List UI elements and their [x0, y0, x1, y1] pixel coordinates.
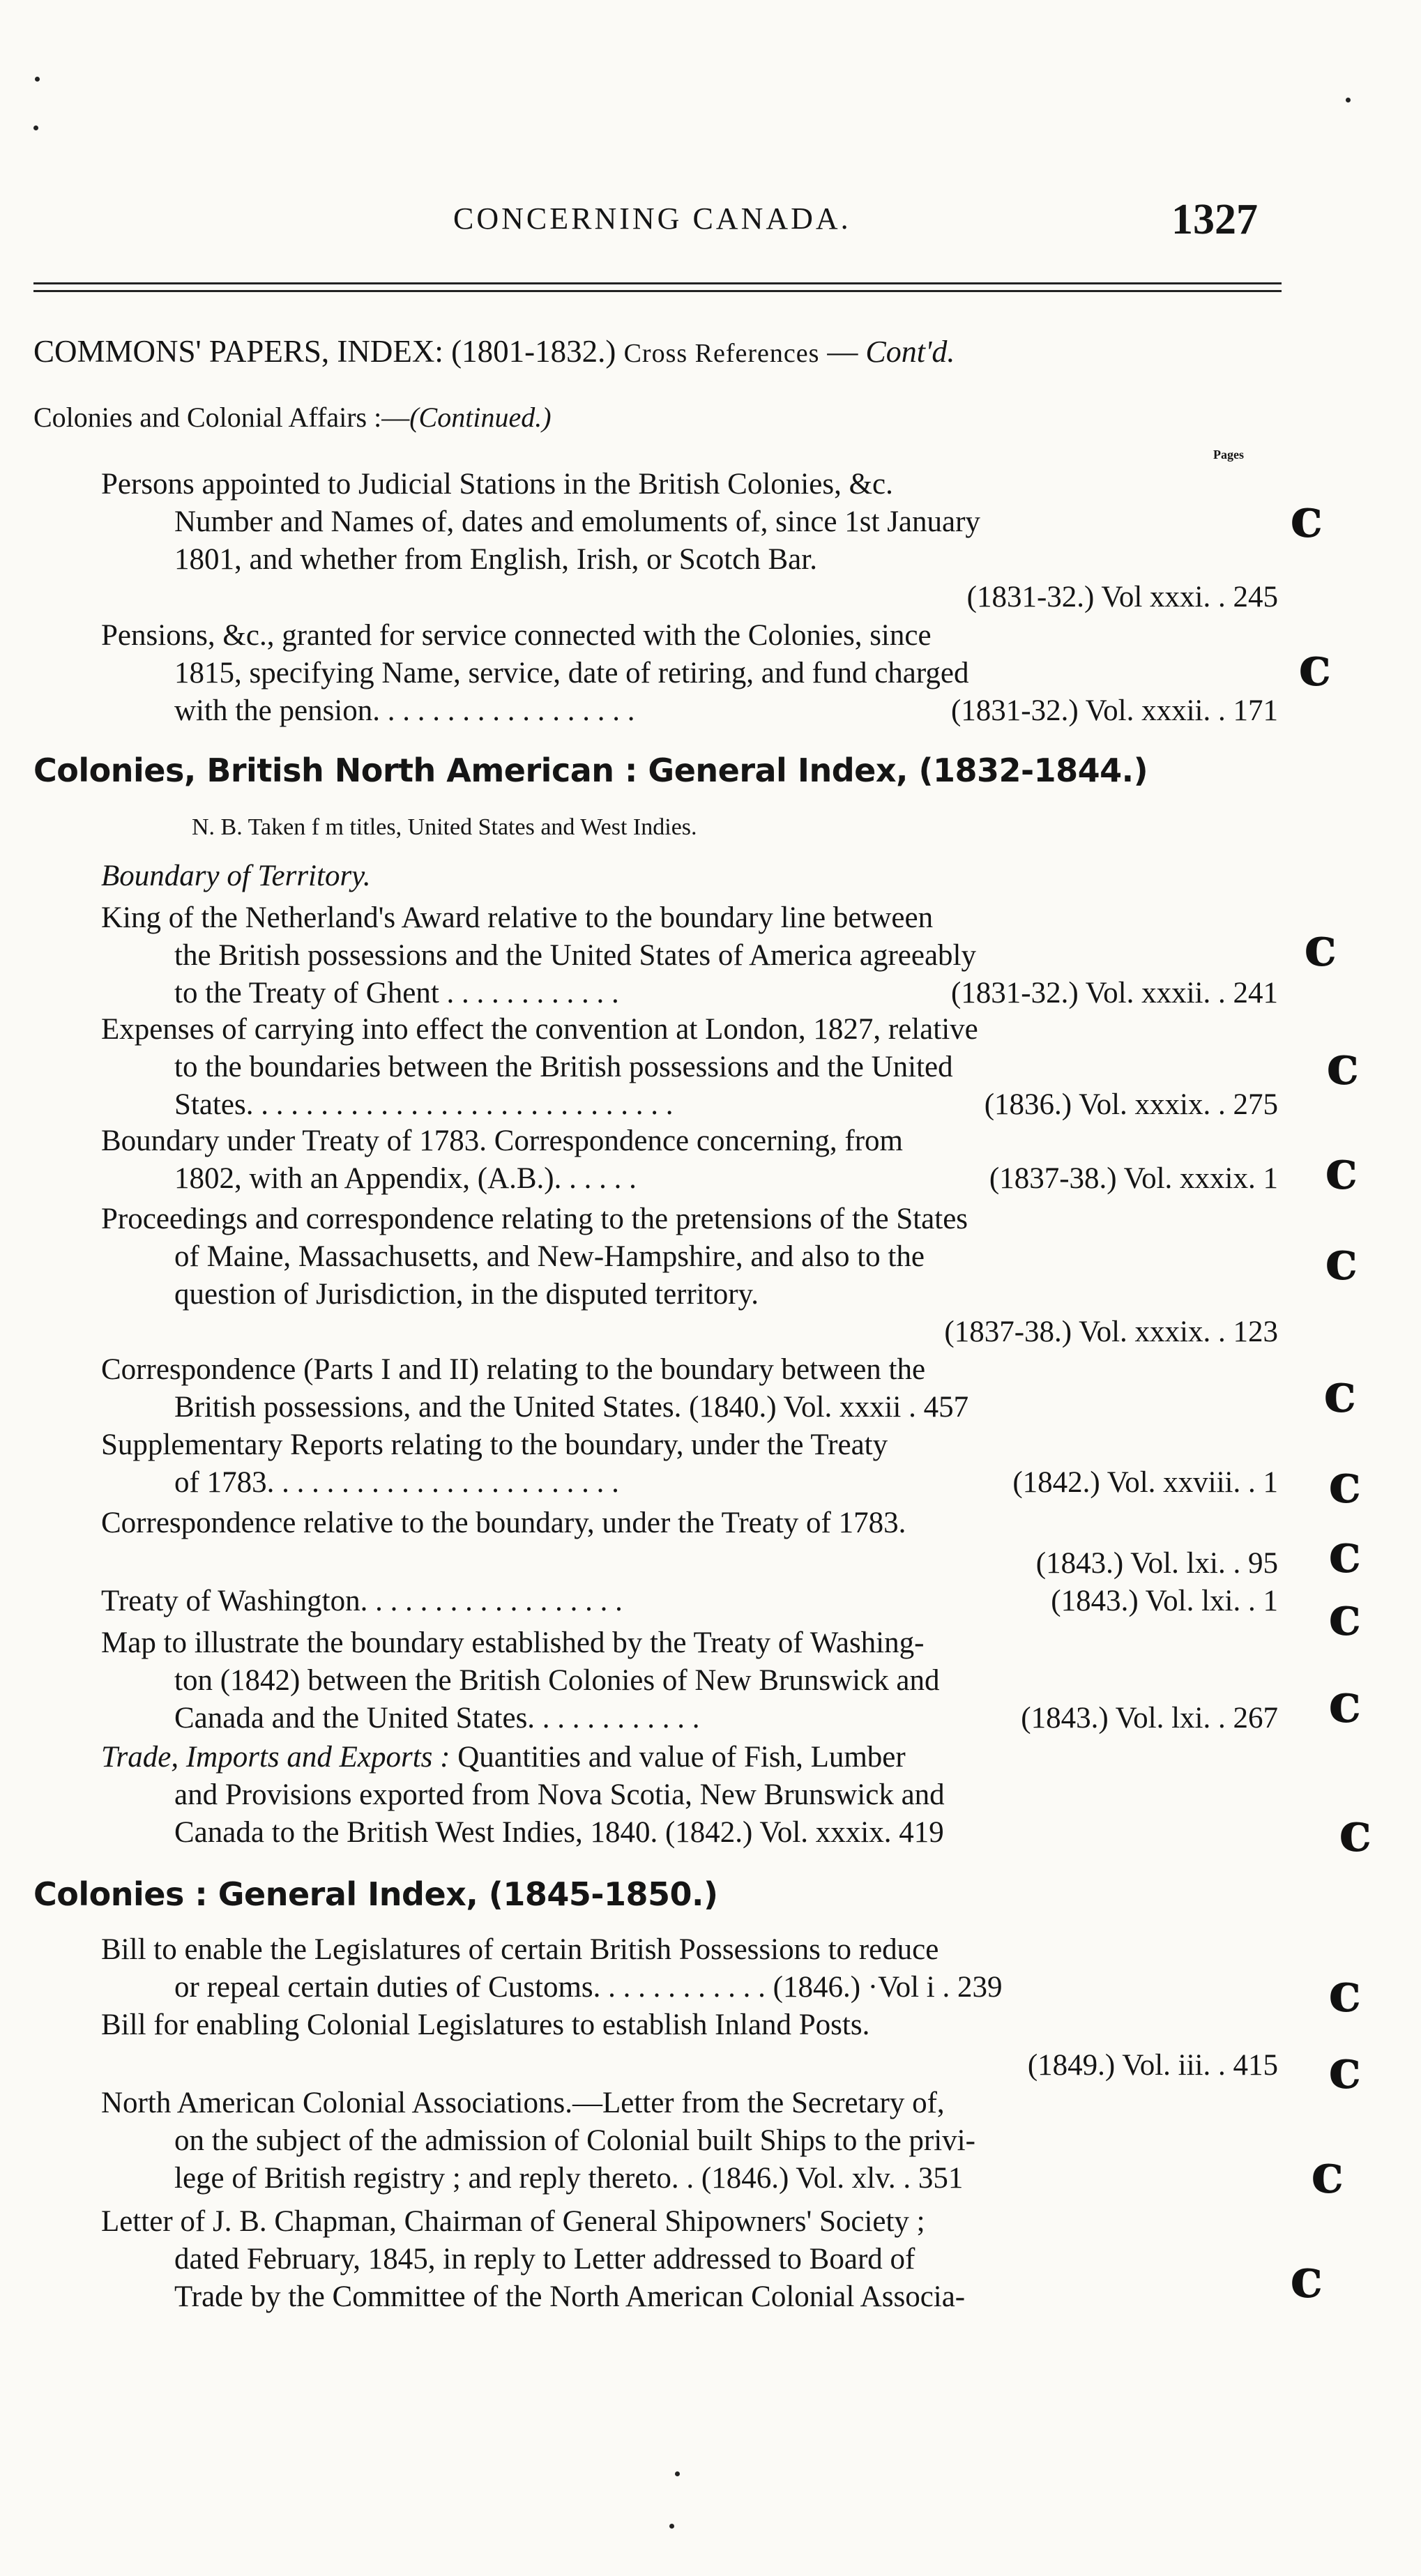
- entry-line: to the Treaty of Ghent . . . . . . . . . . . .: [174, 977, 619, 1009]
- index-header-contd: Cont'd.: [865, 335, 955, 369]
- entry-line-text: Quantities and value of Fish, Lumber: [450, 1741, 906, 1774]
- margin-check-mark: c: [1328, 1522, 1362, 1585]
- entry-line: Expenses of carrying into effect the convention at London, 1827, relative: [101, 1013, 978, 1046]
- margin-check-mark: c: [1339, 1801, 1372, 1864]
- section-note: N. B. Taken f m titles, United States and West Indies.: [192, 814, 697, 840]
- entry-reference: (1843.) Vol. lxi. . 95: [1035, 1547, 1278, 1580]
- section-label: Colonies and Colonial Affairs :—: [33, 402, 410, 433]
- entry-line: Boundary under Treaty of 1783. Correspondence concerning, from: [101, 1125, 903, 1157]
- header-rule-top: [33, 282, 1282, 284]
- margin-check-mark: c: [1328, 1961, 1362, 2025]
- index-header-years: (1801-1832.): [443, 334, 624, 369]
- index-header-cross: Cross References: [623, 339, 820, 368]
- entry-line: to the boundaries between the British possessions and the United: [174, 1051, 953, 1083]
- entry-line: Correspondence relative to the boundary, under the Treaty of 1783.: [101, 1507, 906, 1539]
- margin-check-mark: c: [1311, 2142, 1344, 2206]
- section-heading-general: Colonies : General Index, (1845-1850.): [33, 1875, 718, 1913]
- header-rule-bottom: [33, 290, 1282, 292]
- entry-line: Letter of J. B. Chapman, Chairman of General Shipowners' Society ;: [101, 2205, 925, 2238]
- margin-check-mark: c: [1325, 1138, 1358, 1202]
- entry-line: North American Colonial Associations.—Letter from the Secretary of,: [101, 2087, 945, 2119]
- entry-reference: (1843.) Vol. lxi. . 1: [1051, 1585, 1278, 1617]
- entry-line: Trade by the Committee of the North American Colonial Associa-: [174, 2280, 966, 2313]
- entry-line: 1802, with an Appendix, (A.B.). . . . . .: [174, 1162, 637, 1195]
- entry-line: [101, 1739, 906, 1776]
- entry-line: on the subject of the admission of Colonial built Ships to the privi-: [174, 2124, 975, 2157]
- entry-line: Canada and the United States. . . . . . . . . . . .: [174, 1702, 700, 1735]
- entry-line: Persons appointed to Judicial Stations in the British Colonies, &c.: [101, 468, 893, 501]
- entry-line: 1815, specifying Name, service, date of retiring, and fund charged: [174, 657, 969, 689]
- running-title: CONCERNING CANADA.: [453, 201, 851, 236]
- section-heading-bna: Colonies, British North American : General Index, (1832-1844.): [33, 752, 1148, 789]
- margin-check-mark: c: [1328, 1585, 1362, 1648]
- speck: [1346, 98, 1351, 102]
- entry-line: question of Jurisdiction, in the disputed territory.: [174, 1278, 759, 1311]
- page-number: 1327: [1171, 196, 1258, 243]
- index-header: [33, 333, 1282, 369]
- entry-line: Number and Names of, dates and emoluments of, since 1st January: [174, 505, 980, 538]
- section-continued-note: (Continued.): [409, 402, 552, 433]
- pages-column-label: Pages: [1213, 448, 1244, 462]
- margin-check-mark: c: [1328, 2038, 1362, 2101]
- entry-line: lege of British registry ; and reply thereto. . (1846.) Vol. xlv. . 351: [174, 2162, 964, 2195]
- subheading-boundary: Boundary of Territory.: [101, 860, 371, 892]
- entry-line: Proceedings and correspondence relating to the pretensions of the States: [101, 1203, 968, 1235]
- entry-reference: (1836.) Vol. xxxix. . 275: [984, 1088, 1278, 1121]
- entry-line: of Maine, Massachusetts, and New-Hampshire, and also to the: [174, 1240, 925, 1273]
- entry-line: Map to illustrate the boundary established by the Treaty of Washing-: [101, 1626, 925, 1659]
- entry-reference: (1831-32.) Vol xxxi. . 245: [966, 581, 1278, 613]
- entry-line: ton (1842) between the British Colonies of New Brunswick and: [174, 1664, 940, 1697]
- entry-line: Correspondence (Parts I and II) relating to the boundary between the: [101, 1353, 926, 1386]
- entry-line: Bill for enabling Colonial Legislatures to establish Inland Posts.: [101, 2009, 870, 2041]
- entry-reference: (1837-38.) Vol. xxxix. . 123: [944, 1316, 1278, 1348]
- margin-check-mark: c: [1328, 1672, 1362, 1735]
- entry-reference: (1837-38.) Vol. xxxix. 1: [989, 1162, 1278, 1195]
- margin-check-mark: c: [1304, 915, 1337, 979]
- entry-line: Supplementary Reports relating to the boundary, under the Treaty: [101, 1428, 888, 1461]
- margin-check-mark: c: [1298, 635, 1332, 699]
- entry-line: British possessions, and the United States. (1840.) Vol. xxxii . 457: [174, 1391, 969, 1424]
- entry-reference: (1849.) Vol. iii. . 415: [1027, 2049, 1278, 2082]
- entry-line: States. . . . . . . . . . . . . . . . . . . . . . . . . . . . .: [174, 1088, 674, 1121]
- entry-reference: (1831-32.) Vol. xxxii. . 241: [950, 977, 1278, 1009]
- entry-line: King of the Netherland's Award relative to the boundary line between: [101, 901, 934, 934]
- entry-line: Bill to enable the Legislatures of certain British Possessions to reduce: [101, 1933, 939, 1966]
- entry-line: Treaty of Washington. . . . . . . . . . . . . . . . . .: [101, 1585, 623, 1617]
- entry-line: 1801, and whether from English, Irish, or Scotch Bar.: [174, 543, 817, 576]
- entry-line: the British possessions and the United States of America agreeably: [174, 939, 976, 972]
- speck: [35, 77, 40, 82]
- margin-check-mark: c: [1328, 1452, 1362, 1516]
- entry-line: dated February, 1845, in reply to Letter addressed to Board of: [174, 2243, 915, 2276]
- entry-line: Pensions, &c., granted for service connected with the Colonies, since: [101, 619, 932, 652]
- margin-check-mark: c: [1326, 1034, 1360, 1097]
- entry-line: or repeal certain duties of Customs. . . . . . . . . . . . (1846.) ·Vol i . 239: [174, 1971, 1003, 2004]
- margin-check-mark: c: [1323, 1362, 1357, 1425]
- entry-reference: (1842.) Vol. xxviii. . 1: [1012, 1466, 1278, 1499]
- entry-reference: (1843.) Vol. lxi. . 267: [1021, 1702, 1278, 1735]
- index-header-main: COMMONS' PAPERS, INDEX:: [33, 334, 443, 369]
- entry-line: and Provisions exported from Nova Scotia, New Brunswick and: [174, 1778, 945, 1811]
- entry-line: of 1783. . . . . . . . . . . . . . . . . . . . . . . .: [174, 1466, 619, 1499]
- speck: [33, 125, 38, 130]
- speck: [675, 2471, 680, 2476]
- running-head: [0, 195, 1421, 251]
- speck: [669, 2524, 674, 2529]
- section-continued: [33, 401, 552, 434]
- entry-reference: (1831-32.) Vol. xxxii. . 171: [950, 694, 1278, 727]
- entry-lead: Trade, Imports and Exports :: [101, 1741, 450, 1774]
- margin-check-mark: c: [1290, 487, 1323, 550]
- entry-line: Canada to the British West Indies, 1840. (1842.) Vol. xxxix. 419: [174, 1816, 944, 1849]
- margin-check-mark: c: [1325, 1229, 1358, 1293]
- entry-line: with the pension. . . . . . . . . . . . . . . . . .: [174, 694, 635, 727]
- margin-check-mark: c: [1290, 2247, 1323, 2310]
- index-header-dash: —: [819, 335, 866, 369]
